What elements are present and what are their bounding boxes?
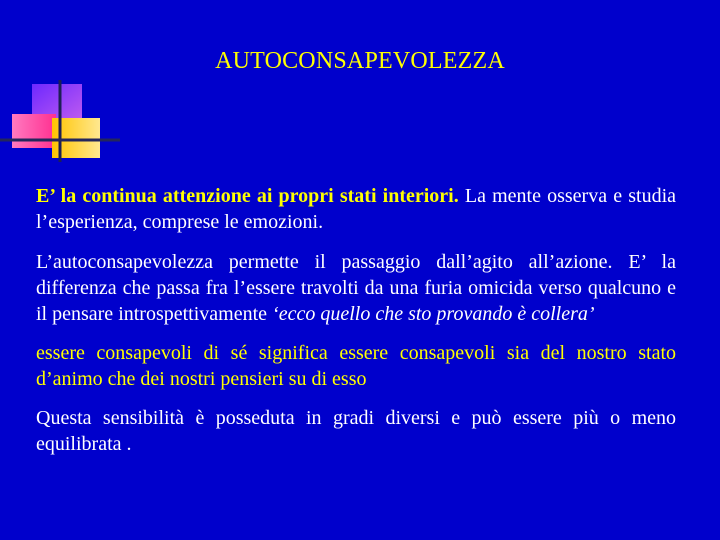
passage-text: L’autoconsapevolezza permette il passaggio dall’agito all’azione. E’ la differenza che passa fra l’essere travolti da una furia omicida verso qualcuno e il pensare introspettivamente <box>36 251 676 325</box>
definition-emphasis: E’ la continua attenzione ai propri stati interiori. <box>36 185 459 207</box>
decorative-squares-graphic <box>0 0 120 170</box>
paragraph-definition <box>36 183 676 235</box>
slide-title: AUTOCONSAPEVOLEZZA <box>215 48 505 74</box>
paragraph-passage <box>36 249 676 327</box>
pink-square <box>12 114 56 148</box>
paragraph-awareness: essere consapevoli di sé significa essere consapevoli sia del nostro stato d’animo che dei nostri pensieri su di esso <box>36 342 676 390</box>
slide-body <box>36 183 676 470</box>
passage-quote: ‘ecco quello che sto provando è collera’ <box>272 303 595 325</box>
paragraph-sensitivity: Questa sensibilità è posseduta in gradi diversi e può essere più o meno equilibrata . <box>36 407 676 455</box>
definition-text: La mente osserva e studia l’esperienza, comprese le emozioni. <box>36 185 676 233</box>
